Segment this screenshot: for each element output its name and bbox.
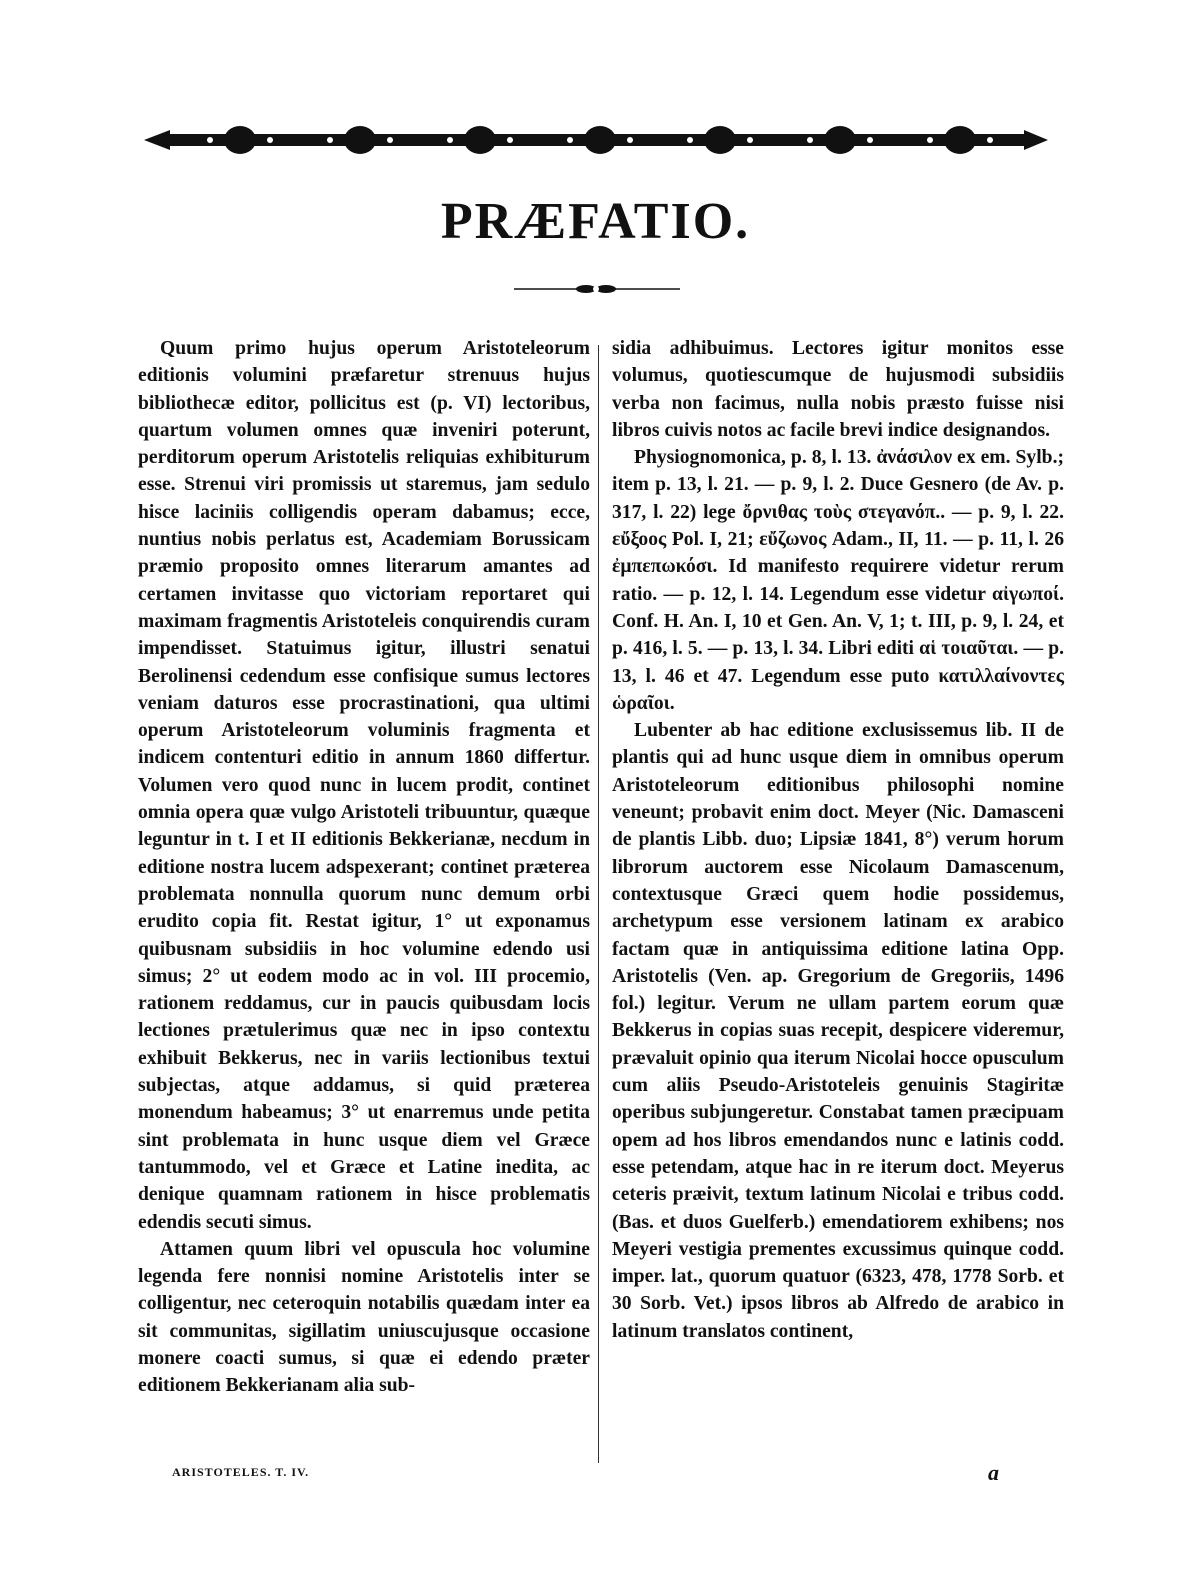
header-ornament: [140, 122, 1052, 158]
page-title: PRÆFATIO.: [440, 193, 751, 250]
right-column: [612, 335, 1064, 1345]
signature-mark: a: [988, 1460, 999, 1485]
column-divider: [598, 345, 599, 1463]
left-paragraph-2: Attamen quum libri vel opuscula hoc volumine legenda fere nonnisi nomine Aristotelis inter se colligentur, nec ceteroquin notabilis quædam inter ea sit communitas, sigillatim uniuscujusque occasione monere coacti sumus, si quæ ei edendo præter editionem Bekkerianam alia sub-: [138, 1238, 590, 1397]
signature-line: ARISTOTELES. T. IV.: [172, 1465, 310, 1479]
left-column: [138, 335, 590, 1400]
title-rule-ornament: [514, 281, 680, 297]
left-paragraph-1: Quum primo hujus operum Aristoteleorum editionis volumini præfaretur strenuus hujus bibliothecæ editor, pollicitus est (p. VI) lectoribus, quartum volumen omnes quæ inveniri poterunt, perditorum operum Aristotelis reliquias exhibiturum esse. Strenui viri promissis ut staremus, jam sedulo hisce laciniis colligendis operam dabamus; ecce, nuntius nobis perlatus est, Academiam Borussicam præmio proposito omnes literarum amantes ad certamen invitasse quo victoriam reportaret qui maximam fragmentis Aristoteleis conquirendis curam impendisset. Statuimus igitur, illustri senatui Berolinensi cedendum esse confisique sumus lectores veniam daturos esse procrastinationi, qua ultimi operum Aristoteleorum voluminis fragmenta et indicem contenturi editio in annum 1860 differtur. Volumen vero quod nunc in lucem prodit, continet omnia opera quæ vulgo Aristoteli tribuuntur, quæque leguntur in t. I et II editionis Bekkerianæ, necdum in editione nostra lucem adspexerant; continet præterea problemata nonnulla quorum nunc demum orbi erudito copia fit. Restat igitur, 1° ut exponamus quibusnam subsidiis in hoc volumine edendo usi simus; 2° ut eodem modo ac in vol. III procemio, rationem reddamus, cur in paucis quibusdam locis lectiones prætulerimus quæ nec in ipso contextu exhibuit Bekkerus, nec in variis lectionibus textui subjectas, atque addamus, si quid præterea monendum habeamus; 3° ut enarremus unde petita sint problemata in hunc usque diem vel Græce tantummodo, vel et Græce et Latine inedita, ac denique quamnam rationem in hisce problematis edendis secuti simus.: [138, 338, 590, 1233]
right-paragraph-2: Physiognomonica, p. 8, l. 13. ἀνάσιλον ex em. Sylb.; item p. 13, l. 21. — p. 9, l. 2. Duce Gesnero (de Av. p. 317, l. 22) lege ὄρνιθας τοὺς στεγανόπ.. — p. 9, l. 22. εὔξοος Pol. I, 21; εὔζωνος Adam., II, 11. — p. 11, l. 26 ἐμπεπωκόσι. Id manifesto requirere videtur rerum ratio. — p. 12, l. 14. Legendum esse videtur αἰγωποί. Conf. H. An. I, 10 et Gen. An. V, 1; t. III, p. 9, l. 24, et p. 416, l. 5. — p. 13, l. 34. Libri editi αἱ τοιαῦται. — p. 13, l. 46 et 47. Legendum esse puto κατιλλαίνοντες ὡραῖοι.: [612, 447, 1064, 714]
right-paragraph-1: sidia adhibuimus. Lectores igitur monitos esse volumus, quotiescumque de hujusmodi subsidiis verba non facimus, nulla nobis præsto fuisse nisi libros cuivis notos ac facile brevi indice designandos.: [612, 338, 1064, 441]
right-paragraph-3: Lubenter ab hac editione exclusissemus lib. II de plantis qui ad hunc usque diem in omnibus operum Aristoteleorum editionibus philosophi nomine veneunt; probavit enim doct. Meyer (Nic. Damasceni de plantis Libb. duo; Lipsiæ 1841, 8°) verum horum librorum auctorem esse Nicolaum Damascenum, contextusque Græci quem hodie possidemus, archetypum esse versionem latinam ex arabico factam quæ in antiquissima editione latina Opp. Aristotelis (Ven. ap. Gregorium de Gregoriis, 1496 fol.) legitur. Verum ne ullam partem eorum quæ Bekkerus in copias suas recepit, despicere videremur, prævaluit opinio qua iterum Nicolai hocce opusculum cum aliis Pseudo-Aristoteleis genuinis Stagiritæ operibus subjungeretur. Constabat tamen præcipuam opem ad hos libros emendandos nunc e latinis codd. esse petendam, atque hac in re iterum doct. Meyerus ceteris præivit, textum latinum Nicolai e tribus codd. (Bas. et duos Guelferb.) emendatiorem exhibens; nos Meyeri vestigia prementes excussimus quinque codd. imper. lat., quorum quatuor (6323, 478, 1778 Sorb. et 30 Sorb. Vet.) ipsos libros ab Alfredo de arabico in latinum translatos continent,: [612, 720, 1064, 1342]
